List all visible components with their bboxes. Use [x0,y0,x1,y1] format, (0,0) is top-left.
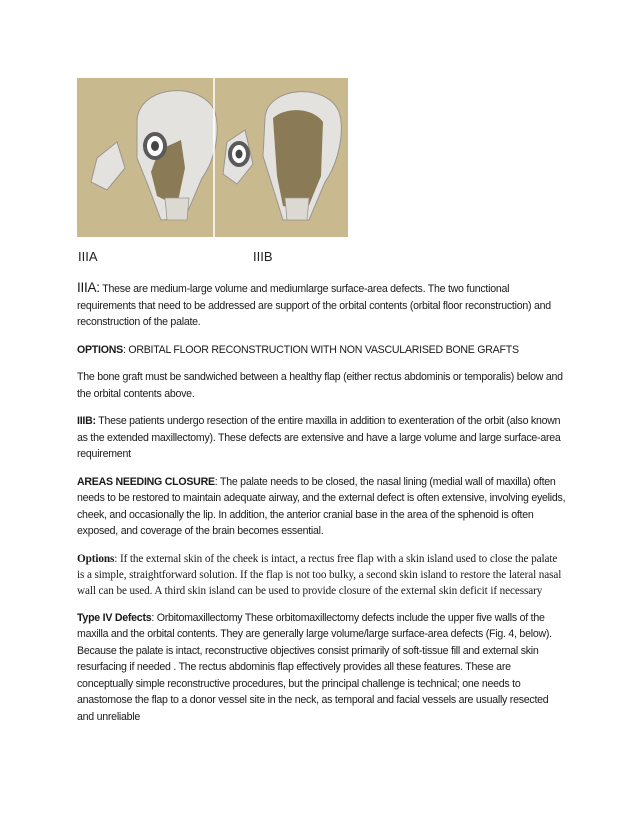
paragraph-bone-graft [77,369,567,402]
heading-iiib: IIIB: [77,415,96,427]
text-bone-graft: The bone graft must be sandwiched between a healthy flap (either rectus abdominis or temporalis) below and the orbital contents above. [77,371,563,400]
caption-iiia: IIIA [78,249,98,264]
skull-defect-figure [77,78,348,237]
heading-options: OPTIONS [77,343,123,356]
paragraph-iiia [77,280,567,331]
paragraph-iiib [77,413,567,463]
skull-iiib [223,92,341,220]
heading-areas-closure: AREAS NEEDING CLOSURE [77,475,215,488]
paragraph-type-iv [77,610,567,726]
text-iiib: These patients undergo resection of the entire maxilla in addition to exenteration of the orbit (also known as the extended maxillectomy). These defects are extensive and have a large volume and large surface-area requirement [77,415,561,460]
heading-iiia: IIIA: [77,280,100,295]
text-iiia: These are medium-large volume and mediumlarge surface-area defects. The two functional requirements that need to be addressed are support of the orbital contents (orbital floor reconstruction) and reconstruction of the palate. [77,283,551,328]
skull-illustration [77,78,348,237]
paragraph-areas-closure [77,474,567,540]
heading-options-flap: Options [77,552,115,565]
paragraph-options-flap [77,551,567,599]
text-areas-closure: : The palate needs to be closed, the nasal lining (medial wall of maxilla) often needs to be restored to maintain adequate airway, and the external defect is often extensive, involving eyelids, cheek, and occasionally the lip. In addition, the anterior cranial base in the area of the sphenoid is often exposed, and coverage of the brain becomes essential. [77,475,566,537]
document-body [77,280,567,736]
skull-iiia [91,91,217,220]
paragraph-options [77,342,567,359]
text-type-iv: : Orbitomaxillectomy These orbitomaxillectomy defects include the upper five walls of the maxilla and the orbital contents. They are generally large volume/large surface-area defects (Fig. 4, below). Because the palate is intact, reconstructive objectives consist primarily of soft-tissue fill and external skin resurfacing if needed . The rectus abdominis flap effectively provides all these features. These are conceptually simple reconstructive procedures, but the principal challenge is technical; one needs to anastomose the flap to a donor vessel site in the neck, as temporal and facial vessels are usually resected and unreliable [77,611,552,723]
text-options-flap: : If the external skin of the cheek is intact, a rectus free flap with a skin island used to close the palate is a simple, straightforward solution. If the flap is not too bulky, a second skin island to restore the lateral nasal wall can be used. A third skin island can be used to provide closure of the external skin deficit if necessary [77,552,562,597]
text-options: : ORBITAL FLOOR RECONSTRUCTION WITH NON VASCULARISED BONE GRAFTS [122,343,519,356]
heading-type-iv: Type IV Defects [77,611,152,624]
caption-iiib: IIIB [253,249,273,264]
